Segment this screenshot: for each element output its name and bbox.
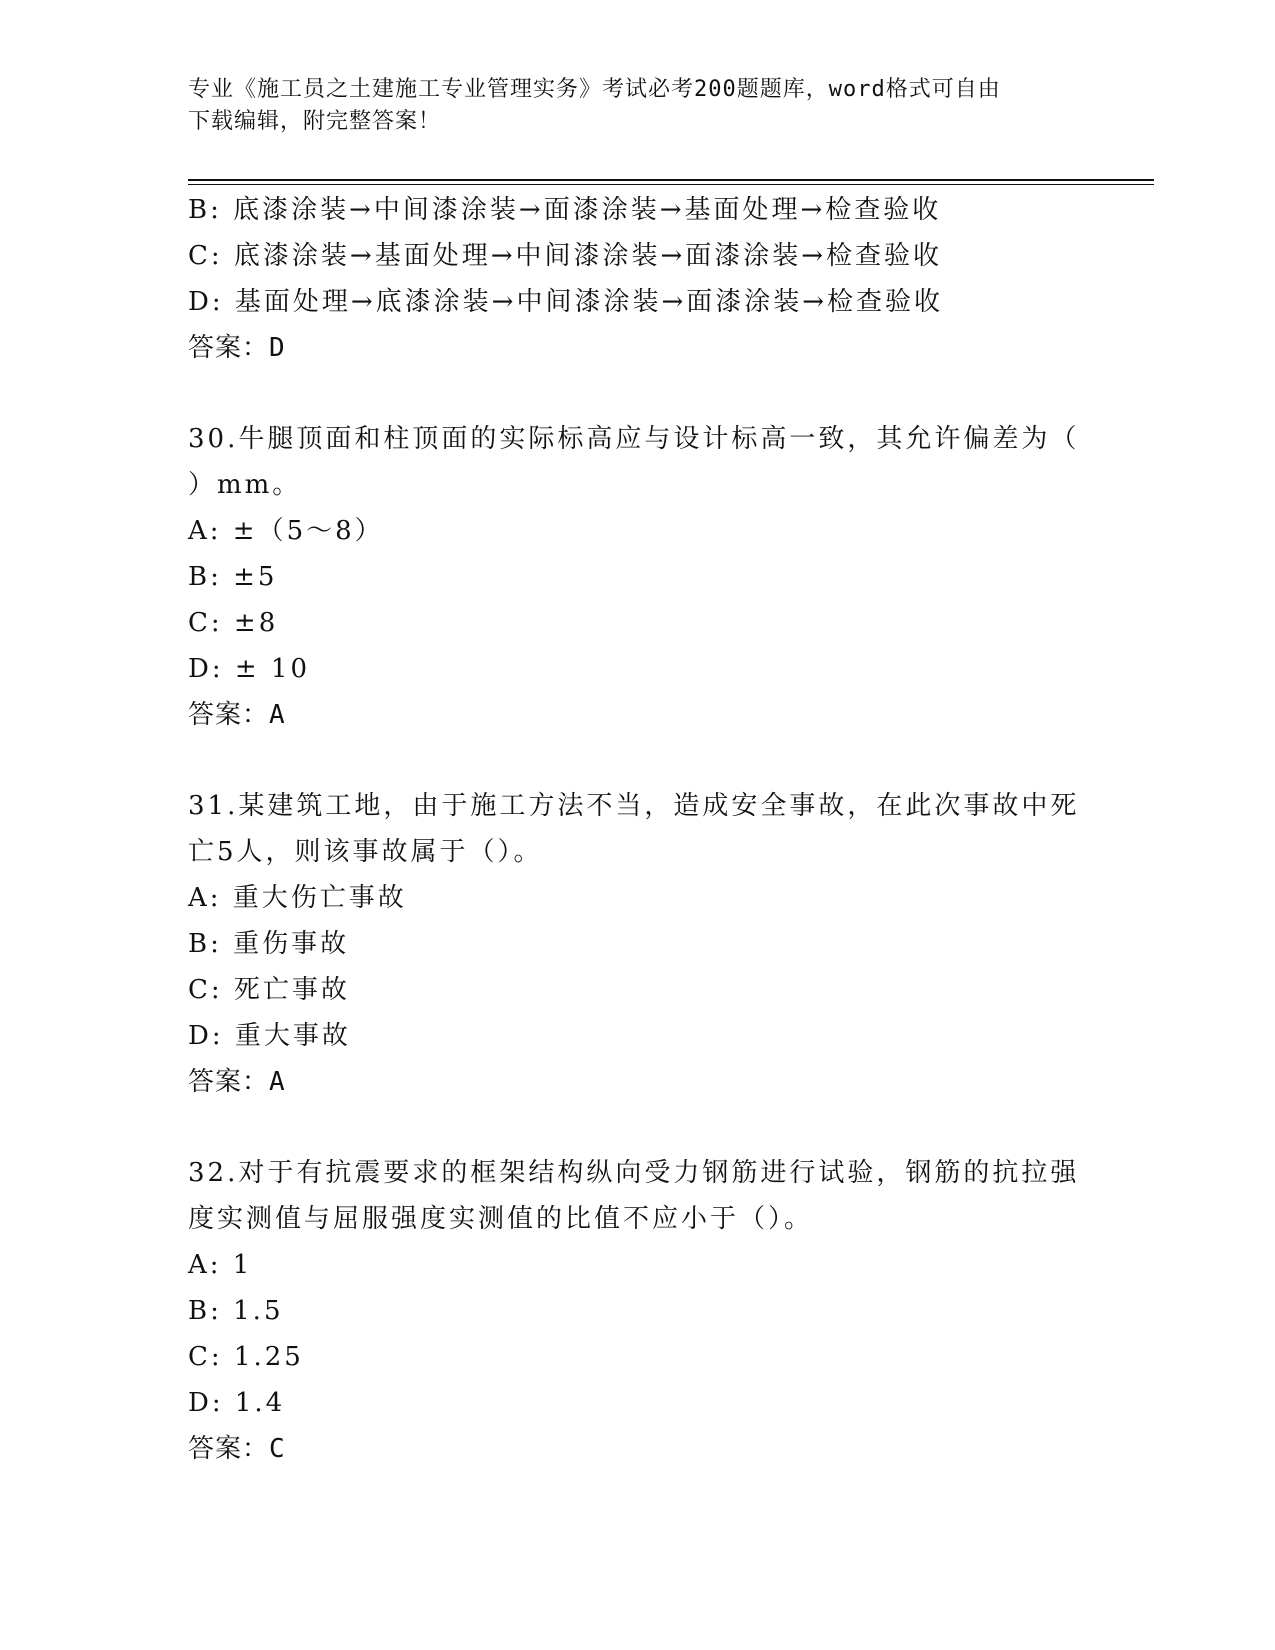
answer-line: 答案：A (188, 1067, 286, 1097)
option-d: D: ± 10 (188, 654, 311, 684)
header-line-2: 下载编辑，附完整答案！ (188, 109, 442, 134)
question-32 (188, 1150, 1078, 1472)
question-stem-continued: 亡5人，则该事故属于（）。 (188, 837, 543, 867)
question-stem: 32.对于有抗震要求的框架结构纵向受力钢筋进行试验，钢筋的抗拉强 (188, 1158, 1080, 1188)
question-31 (188, 783, 1078, 1105)
option-b: B: 底漆涂装→中间漆涂装→面漆涂装→基面处理→检查验收 (188, 195, 942, 225)
option-b: B: 重伤事故 (188, 929, 350, 959)
option-a: A: 1 (188, 1250, 253, 1280)
question-30 (188, 416, 1078, 738)
option-b: B: ±5 (188, 562, 278, 592)
option-c: C: 1.25 (188, 1342, 304, 1372)
question-stem-continued: 度实测值与屈服强度实测值的比值不应小于（）。 (188, 1204, 814, 1234)
answer-line: 答案：D (188, 333, 286, 363)
question-stem-continued: ）mm。 (188, 470, 302, 500)
header-divider-thin (188, 184, 1154, 185)
option-a: A: ±（5～8） (188, 516, 384, 546)
option-a: A: 重大伤亡事故 (188, 883, 407, 913)
answer-line: 答案：A (188, 700, 286, 730)
header-line-1: 专业《施工员之土建施工专业管理实务》考试必考200题题库，word格式可自由 (188, 77, 1001, 102)
option-d: D: 重大事故 (188, 1021, 351, 1051)
answer-line: 答案：C (188, 1434, 286, 1464)
previous-question-continuation (188, 187, 1078, 371)
option-d: D: 1.4 (188, 1388, 286, 1418)
question-stem: 31.某建筑工地，由于施工方法不当，造成安全事故，在此次事故中死 (188, 791, 1080, 821)
option-c: C: 底漆涂装→基面处理→中间漆涂装→面漆涂装→检查验收 (188, 241, 943, 271)
option-c: C: 死亡事故 (188, 975, 350, 1005)
question-stem: 30.牛腿顶面和柱顶面的实际标高应与设计标高一致，其允许偏差为（ (188, 424, 1080, 454)
option-c: C: ±8 (188, 608, 279, 638)
document-header (188, 74, 1078, 138)
question-list (188, 187, 1078, 1472)
header-divider-thick (188, 179, 1154, 181)
option-b: B: 1.5 (188, 1296, 284, 1326)
option-d: D: 基面处理→底漆涂装→中间漆涂装→面漆涂装→检查验收 (188, 287, 944, 317)
